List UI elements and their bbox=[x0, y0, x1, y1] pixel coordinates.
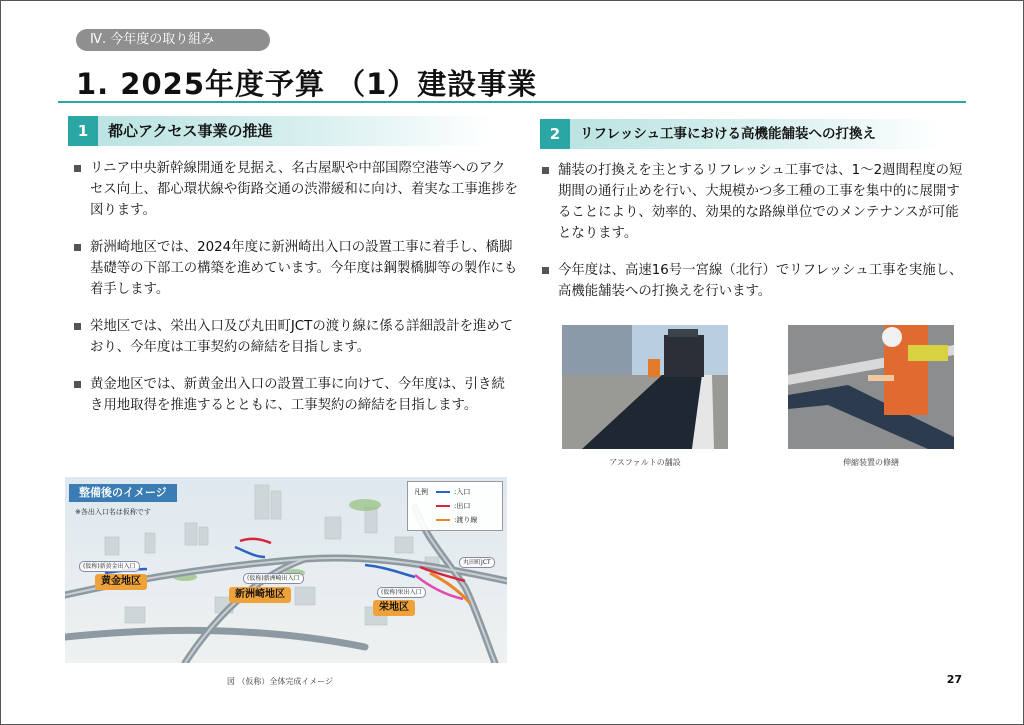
legend-title: 凡例 bbox=[414, 488, 428, 496]
bullet-item: リニア中央新幹線開通を見据え、名古屋駅や中部国際空港等へのアクセス向上、都心環状線や街路交通の渋滞緩和に向け、着実な工事進捗を図ります。 bbox=[72, 158, 518, 221]
subsection-heading-2 bbox=[540, 119, 940, 149]
legend-exit: :出口 bbox=[454, 502, 471, 510]
bullet-item: 舗装の打換えを主とするリフレッシュ工事では、1～2週間程度の短期間の通行止めを行い、大規模かつ多工種の工事を集中的に展開することにより、効率的、効果的な路線単位でのメンテナンスが可能となります。 bbox=[540, 160, 972, 244]
subsection-title: 都心アクセス事業の推進 bbox=[108, 122, 273, 140]
map-title: 整備後のイメージ bbox=[69, 484, 177, 502]
subsection-number: 2 bbox=[540, 119, 570, 149]
bullet-item: 栄地区では、栄出入口及び丸田町JCTの渡り線に係る詳細設計を進めており、今年度は工事契約の締結を目指します。 bbox=[72, 316, 518, 358]
bullet-item: 黄金地区では、新黄金出入口の設置工事に向けて、今年度は、引き続き用地取得を推進するとともに、工事契約の締結を目指します。 bbox=[72, 374, 518, 416]
district-label-sakae: 栄地区 bbox=[373, 600, 415, 616]
photo-caption: 伸縮装置の修繕 bbox=[843, 458, 899, 467]
bullet-item: 今年度は、高速16号一宮線（北行）でリフレッシュ工事を実施し、高機能舗装への打換えを行います。 bbox=[540, 260, 972, 302]
section-label: Ⅳ. 今年度の取り組み bbox=[76, 29, 270, 51]
subsection-title: リフレッシュ工事における高機能舗装への打換え bbox=[580, 126, 877, 142]
ramp-label: (仮称)新黄金出入口 bbox=[79, 561, 140, 572]
map-note: ※各出入口名は仮称です bbox=[75, 508, 151, 516]
ramp-label: 丸田町JCT bbox=[459, 557, 495, 568]
ramp-label: (仮称)栄出入口 bbox=[377, 587, 426, 598]
district-label-kogane: 黄金地区 bbox=[95, 574, 147, 590]
expansion-joint-repair-photo bbox=[788, 325, 954, 449]
asphalt-paving-photo bbox=[562, 325, 728, 449]
district-label-shinsuzaki: 新洲崎地区 bbox=[229, 587, 291, 603]
legend-entrance: :入口 bbox=[454, 488, 471, 496]
map-caption: 図 （仮称）全体完成イメージ bbox=[226, 677, 334, 686]
subsection-heading-1 bbox=[68, 116, 494, 146]
page-title: 1. 2025年度予算 （1）建設事業 bbox=[76, 67, 538, 101]
legend-connector-swatch bbox=[436, 519, 450, 521]
expressway-map-image bbox=[65, 477, 507, 663]
legend-entrance-swatch bbox=[436, 491, 450, 493]
bullet-item: 新洲崎地区では、2024年度に新洲崎出入口の設置工事に着手し、橋脚基礎等の下部工の構築を進めています。今年度は鋼製橋脚等の製作にも着手します。 bbox=[72, 237, 518, 300]
title-divider bbox=[58, 101, 966, 103]
subsection-number: 1 bbox=[68, 116, 98, 146]
legend-connector: :渡り線 bbox=[454, 516, 478, 524]
right-bullet-list bbox=[540, 160, 972, 318]
page-number: 27 bbox=[946, 673, 962, 686]
photo-caption: アスファルトの舗設 bbox=[609, 458, 681, 467]
ramp-label: (仮称)新洲崎出入口 bbox=[243, 573, 304, 584]
left-bullet-list bbox=[72, 158, 518, 432]
legend-exit-swatch bbox=[436, 505, 450, 507]
map-legend bbox=[407, 481, 503, 531]
